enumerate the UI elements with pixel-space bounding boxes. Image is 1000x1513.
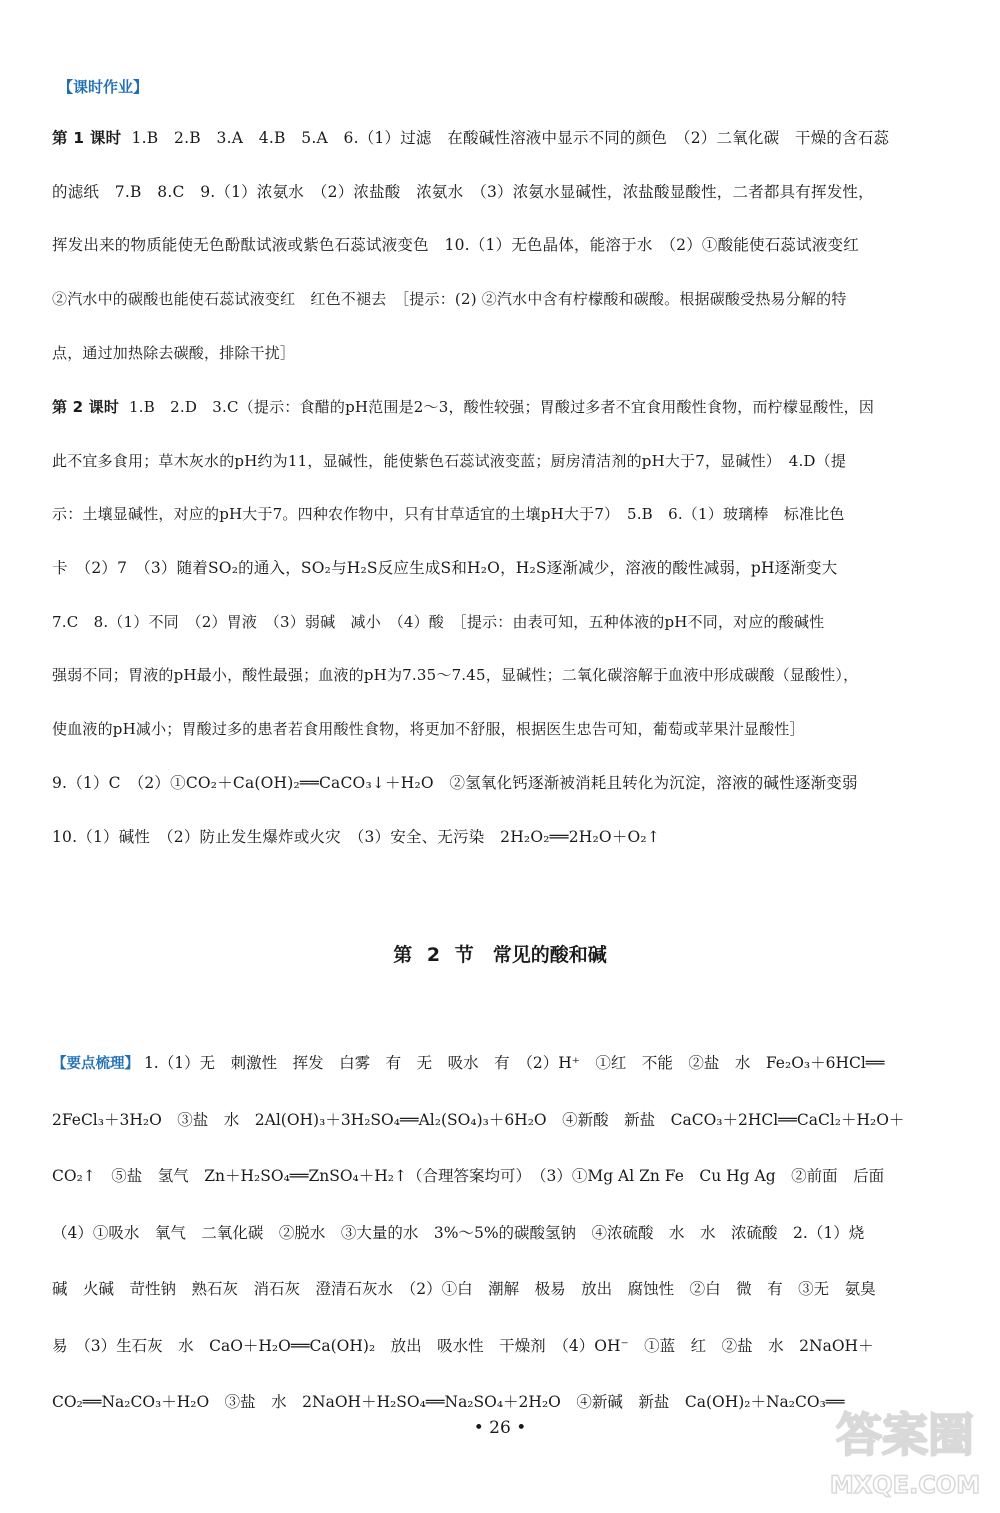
lesson1-line: 挥发出来的物质能使无色酚酞试液或紫色石蕊试液变色 10.（1）无色晶体，能溶于水 （2）①酸能使石蕊试液变红 bbox=[52, 236, 859, 255]
lesson2-line: 9.（1）C （2）①CO₂＋Ca(OH)₂══CaCO₃↓＋H₂O ②氢氧化钙逐渐被消耗且转化为沉淀，溶液的碱性逐渐变弱 bbox=[52, 773, 858, 792]
lesson2-line: 强弱不同；胃液的pH最小，酸性最强；血液的pH为7.35～7.45，显碱性；二氧化碳溶解于血液中形成碳酸（显酸性）， bbox=[52, 666, 859, 685]
lesson1-line: 的滤纸 7.B 8.C 9.（1）浓氨水 （2）浓盐酸 浓氨水 （3）浓氨水显碱性，浓盐酸显酸性，二者都具有挥发性， bbox=[52, 182, 874, 201]
lesson2-line: 10.（1）碱性 （2）防止发生爆炸或火灾 （3）安全、无污染 2H₂O₂══2H₂O＋O₂↑ bbox=[52, 827, 661, 846]
keypoints-line: CO₂↑ ⑤盐 氢气 Zn＋H₂SO₄══ZnSO₄＋H₂↑（合理答案均可） （3）①Mg Al Zn Fe Cu Hg Ag ②前面 后面 bbox=[52, 1167, 885, 1185]
page-number: • 26 • bbox=[473, 1418, 527, 1438]
section-title: 第 2 节 常见的酸和碱 bbox=[393, 944, 607, 966]
watermark-url-text: MXQE.COM bbox=[829, 1471, 981, 1499]
lesson1-label: 第 1 课时 bbox=[52, 129, 122, 147]
lesson2-line: 卡 （2）7 （3）随着SO₂的通入，SO₂与H₂S反应生成S和H₂O，H₂S逐渐减少，溶液的酸性减弱，pH逐渐变大 bbox=[52, 559, 838, 578]
keypoints-line: CO₂══Na₂CO₃＋H₂O ③盐 水 2NaOH＋H₂SO₄══Na₂SO₄＋2H₂O ④新碱 新盐 Ca(OH)₂＋Na₂CO₃══ bbox=[52, 1393, 845, 1411]
lesson2-block bbox=[52, 381, 950, 864]
lesson2-line: 此不宜多食用；草木灰水的pH约为11，显碱性，能使紫色石蕊试液变蓝；厨房清洁剂的pH大于7，显碱性） 4.D（提 bbox=[52, 451, 847, 470]
keypoints-line: （4）①吸水 氧气 二氧化碳 ②脱水 ③大量的水 3%～5%的碳酸氢钠 ④浓硫酸 水 水 浓硫酸 2.（1）烧 bbox=[52, 1223, 865, 1242]
lesson1-block bbox=[52, 112, 950, 380]
keypoints-line: 易 （3）生石灰 水 CaO＋H₂O══Ca(OH)₂ 放出 吸水性 干燥剂 （4）OH⁻ ①蓝 红 ②盐 水 2NaOH＋ bbox=[52, 1336, 874, 1355]
keypoints-line: 【要点梳理】 1.（1）无 刺激性 挥发 白雾 有 无 吸水 有 （2）H⁺ ①红 不能 ②盐 水 Fe₂O₃＋6HCl══ bbox=[52, 1054, 885, 1072]
lesson2-line: 使血液的pH减小；胃酸过多的患者若食用酸性食物，将更加不舒服，根据医生忠告可知，葡萄或苹果汁显酸性］ bbox=[52, 720, 805, 739]
keypoints-line: 碱 火碱 苛性钠 熟石灰 消石灰 澄清石灰水 （2）①白 潮解 极易 放出 腐蚀性 ②白 微 有 ③无 氨臭 bbox=[52, 1280, 876, 1298]
lesson1-line: 第 1 课时 1.B 2.B 3.A 4.B 5.A 6.（1）过滤 在酸碱性溶液中显示不同的颜色 （2）二氧化碳 干燥的含石蕊 bbox=[52, 129, 890, 147]
keypoints-line: 2FeCl₃＋3H₂O ③盐 水 2Al(OH)₃＋3H₂SO₄══Al₂(SO₄)₃＋6H₂O ④新酸 新盐 CaCO₃＋2HCl══CaCl₂＋H₂O＋ bbox=[52, 1110, 905, 1129]
watermark-logo-text: 答案圈 bbox=[836, 1408, 974, 1462]
watermark-logo bbox=[820, 1395, 990, 1505]
lesson2-label: 第 2 课时 bbox=[52, 398, 120, 416]
lesson1-line: ②汽水中的碳酸也能使石蕊试液变红 红色不褪去 ［提示：(2) ②汽水中含有柠檬酸和碳酸。根据碳酸受热易分解的特 bbox=[52, 290, 847, 309]
keypoints-label: 【要点梳理】 bbox=[52, 1056, 139, 1072]
lesson2-line: 示：土壤显碱性，对应的pH大于7。四种农作物中，只有甘草适宜的土壤pH大于7） 5.B 6.（1）玻璃棒 标准比色 bbox=[52, 505, 845, 524]
keypoints-block bbox=[52, 1035, 950, 1431]
lesson2-line: 7.C 8.（1）不同 （2）胃液 （3）弱碱 减小 （4）酸 ［提示：由表可知，五种体液的pH不同，对应的酸碱性 bbox=[52, 612, 825, 631]
lesson2-line: 第 2 课时 1.B 2.D 3.C（提示：食醋的pH范围是2～3，酸性较强；胃酸过多者不宜食用酸性食物，而柠檬显酸性，因 bbox=[52, 398, 875, 416]
homework-tag: 【课时作业】 bbox=[58, 78, 149, 96]
lesson1-line: 点，通过加热除去碳酸，排除干扰］ bbox=[52, 343, 296, 362]
